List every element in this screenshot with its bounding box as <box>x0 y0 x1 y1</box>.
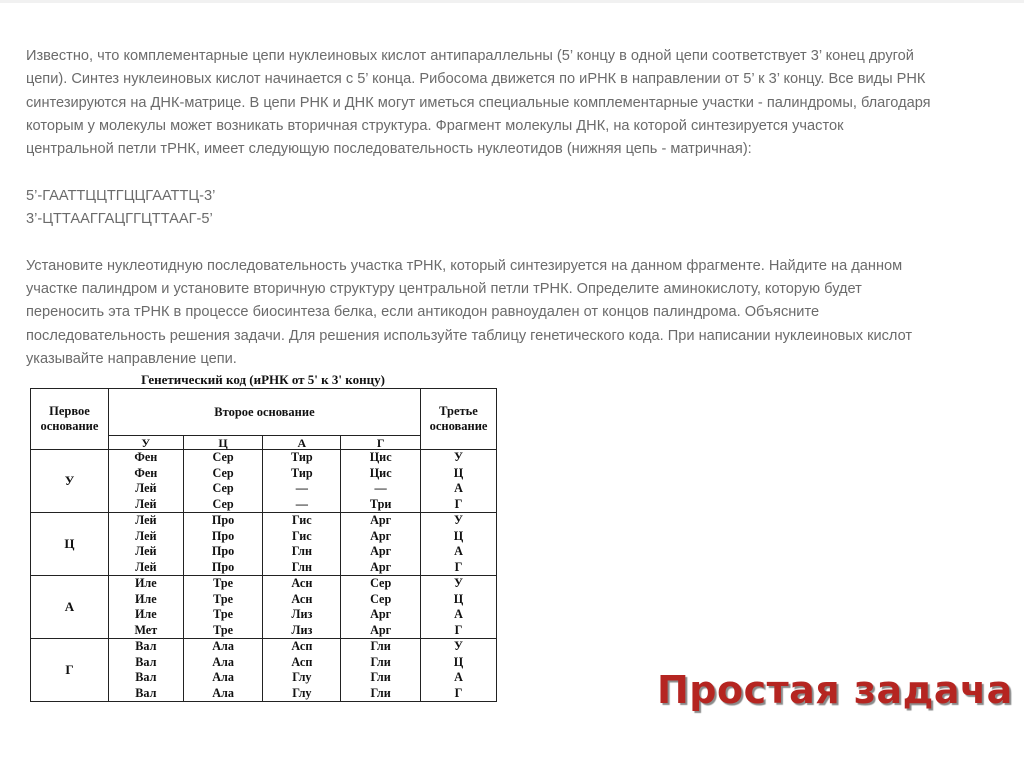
amino-acid-cell <box>341 450 421 513</box>
simple-task-banner: Простая задача <box>657 668 1013 712</box>
amino-acid: Фен <box>134 465 158 480</box>
third-base-label: Г <box>454 559 463 574</box>
header-second-base: Второе основание <box>108 389 420 436</box>
amino-acid: Про <box>211 528 235 543</box>
amino-acid: Тре <box>213 576 234 590</box>
codon-group-row <box>31 576 497 639</box>
question-line: Установите нуклеотидную последовательность участка тРНК, который синтезируется на данном фрагменте. Найдите на данном <box>26 257 903 274</box>
amino-acid: Сер <box>212 450 234 464</box>
amino-acid: Лей <box>135 559 157 574</box>
amino-acid: Лей <box>135 513 157 527</box>
amino-acid: Лей <box>135 481 157 495</box>
task-line: которым у молекулы может возникать вторичная структура. Фрагмент молекулы ДНК, на которой синтезируется участок <box>26 117 844 134</box>
amino-acid: Иле <box>134 591 157 606</box>
codon-groups <box>31 450 497 702</box>
amino-acid-cell <box>341 639 421 702</box>
amino-acid: Асн <box>291 591 313 606</box>
amino-acid: Тир <box>291 465 313 480</box>
amino-acid: Гли <box>370 639 391 653</box>
amino-acid: Вал <box>135 654 157 669</box>
amino-acid-cell <box>108 639 183 702</box>
third-base-label: У <box>454 576 463 590</box>
third-base-label: Ц <box>453 591 464 606</box>
amino-acid: — <box>295 496 308 511</box>
third-base-cell <box>421 639 497 702</box>
third-base-label: А <box>454 481 463 495</box>
amino-acid: Иле <box>134 607 157 621</box>
task-line: центральной петли тРНК, имеет следующую последовательность нуклеотидов (нижняя цепь - матричная): <box>26 141 752 158</box>
amino-acid: Сер <box>212 465 234 480</box>
amino-acid-cell <box>263 450 341 513</box>
third-base-label: У <box>454 450 463 464</box>
amino-acid: Тре <box>213 591 234 606</box>
amino-acid: Глу <box>292 685 312 700</box>
amino-acid: Тре <box>213 607 234 621</box>
amino-acid-cell <box>108 576 183 639</box>
amino-acid: Арг <box>370 622 392 637</box>
third-base-label: Ц <box>453 528 464 543</box>
amino-acid: Лей <box>135 528 157 543</box>
amino-acid: Гли <box>370 685 391 700</box>
codon-group-row <box>31 639 497 702</box>
amino-acid: Про <box>211 559 235 574</box>
first-base-label: Г <box>31 639 109 702</box>
amino-acid-cell <box>263 639 341 702</box>
question-line: участке палиндром и установите вторичную структуру центральной петли тРНК. Определите аминокислоту, которую будет <box>26 280 862 297</box>
third-base-cell <box>421 450 497 513</box>
top-divider <box>0 0 1024 3</box>
amino-acid: Сер <box>370 576 392 590</box>
first-base-label: У <box>31 450 109 513</box>
amino-acid: Три <box>369 496 392 511</box>
amino-acid-cell <box>263 513 341 576</box>
amino-acid: Ала <box>212 685 234 700</box>
amino-acid: Гли <box>370 670 391 684</box>
amino-acid: Мет <box>134 622 158 637</box>
amino-acid-cell <box>183 450 263 513</box>
amino-acid: Асп <box>291 654 313 669</box>
amino-acid: Лиз <box>291 622 313 637</box>
table-caption: Генетический код (иРНК от 5' к 3' концу) <box>141 372 385 387</box>
second-base-label: Г <box>341 436 421 450</box>
amino-acid: — <box>374 481 387 495</box>
amino-acid: Сер <box>212 496 234 511</box>
amino-acid: Вал <box>135 670 157 684</box>
task-text <box>26 45 1024 371</box>
third-base-label: Г <box>454 622 463 637</box>
question-line: последовательность решения задачи. Для решения используйте таблицу генетического кода. При написании нуклеиновых кислот <box>26 327 913 344</box>
question-line: указывайте направление цепи. <box>26 350 237 367</box>
amino-acid: Про <box>211 544 235 558</box>
amino-acid: — <box>295 481 308 495</box>
amino-acid: Асп <box>291 639 313 653</box>
amino-acid: Ала <box>212 670 234 684</box>
third-base-label: Ц <box>453 465 464 480</box>
amino-acid-cell <box>108 450 183 513</box>
amino-acid: Арг <box>370 607 392 621</box>
amino-acid: Гис <box>292 513 312 527</box>
amino-acid: Глн <box>291 559 312 574</box>
codon-group-row <box>31 450 497 513</box>
amino-acid-cell <box>341 576 421 639</box>
amino-acid: Глу <box>292 670 312 684</box>
task-line: цепи). Синтез нуклеиновых кислот начинается с 5’ конца. Рибосома движется по иРНК в направлении от 5’ к 3’ концу. Все виды РНК <box>26 71 926 88</box>
amino-acid: Сер <box>212 481 234 495</box>
amino-acid: Тир <box>291 450 313 464</box>
amino-acid: Арг <box>370 513 392 527</box>
first-base-label: А <box>31 576 109 639</box>
amino-acid: Цис <box>369 465 392 480</box>
second-base-label: А <box>263 436 341 450</box>
amino-acid-cell <box>263 576 341 639</box>
amino-acid: Вал <box>135 685 157 700</box>
amino-acid-cell <box>183 513 263 576</box>
amino-acid: Арг <box>370 559 392 574</box>
third-base-cell <box>421 576 497 639</box>
third-base-label: Г <box>454 496 463 511</box>
amino-acid-cell <box>183 639 263 702</box>
third-base-label: У <box>454 513 463 527</box>
amino-acid: Цис <box>369 450 392 464</box>
first-base-label: Ц <box>31 513 109 576</box>
third-base-label: А <box>454 544 463 558</box>
amino-acid: Фен <box>134 450 158 464</box>
header-third-base: Третье основание <box>421 389 497 450</box>
amino-acid: Тре <box>213 622 234 637</box>
amino-acid-cell <box>183 576 263 639</box>
genetic-code-table <box>30 388 497 702</box>
third-base-label: Г <box>454 685 463 700</box>
amino-acid: Лей <box>135 544 157 558</box>
codon-group-row <box>31 513 497 576</box>
amino-acid: Асн <box>291 576 313 590</box>
dna-bottom-strand: 3’-ЦТТААГГАЦГГЦТТААГ-5’ <box>26 211 213 228</box>
amino-acid: Глн <box>291 544 312 558</box>
second-base-label: У <box>108 436 183 450</box>
amino-acid: Иле <box>134 576 157 590</box>
amino-acid: Ала <box>212 654 234 669</box>
amino-acid: Арг <box>370 544 392 558</box>
amino-acid: Ала <box>212 639 234 653</box>
task-line: синтезируются на ДНК-матрице. В цепи РНК и ДНК могут иметься специальные комплементарные участки - палиндромы, благодаря <box>26 94 931 111</box>
third-base-cell <box>421 513 497 576</box>
amino-acid-cell <box>108 513 183 576</box>
amino-acid: Гли <box>370 654 391 669</box>
question-line: переносить эта тРНК в процессе биосинтеза белка, если антикодон равноудален от концов палиндрома. Объясните <box>26 304 820 321</box>
third-base-label: А <box>454 670 463 684</box>
amino-acid: Гис <box>292 528 312 543</box>
amino-acid: Лиз <box>291 607 313 621</box>
third-base-label: У <box>454 639 463 653</box>
header-first-base: Первое основание <box>31 389 109 450</box>
task-line: Известно, что комплементарные цепи нуклеиновых кислот антипараллельны (5’ концу в одной цепи соответствует 3’ конец другой <box>26 48 914 64</box>
third-base-label: А <box>454 607 463 621</box>
amino-acid: Сер <box>370 591 392 606</box>
dna-top-strand: 5’-ГААТТЦЦТГЦЦГААТТЦ-3’ <box>26 187 216 204</box>
amino-acid: Вал <box>135 639 157 653</box>
amino-acid: Про <box>211 513 235 527</box>
amino-acid-cell <box>341 513 421 576</box>
amino-acid: Арг <box>370 528 392 543</box>
amino-acid: Лей <box>135 496 157 511</box>
second-base-label: Ц <box>183 436 263 450</box>
third-base-label: Ц <box>453 654 464 669</box>
